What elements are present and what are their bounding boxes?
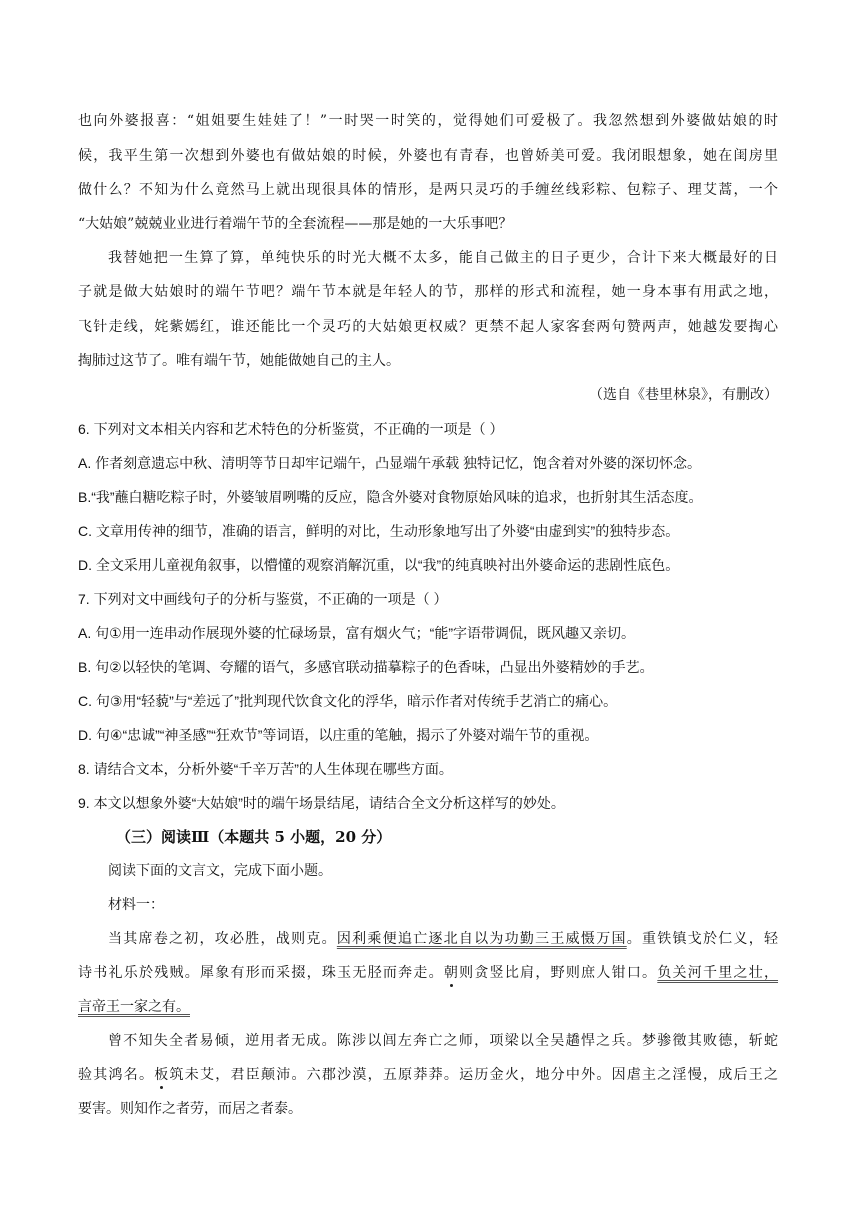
passage-p1-line2: 候，我平生第一次想到外婆也有做姑娘的时候，外婆也有青春，也曾娇美可爱。我闭眼想象，她在闺房里 [78, 148, 778, 164]
material2-line3: 要害。则知作之者劳，而居之者泰。 [78, 1101, 302, 1117]
m2-line2-rest: 筑未艾，君臣颠沛。六郡沙漠，五原莽莽。运历金火，地分中外。因虐主之淫慢，成后王之 [169, 1067, 779, 1083]
passage-source: （选自《巷里林泉》，有删改） [589, 387, 778, 403]
question-8: 8. 请结合文本，分析外婆“千辛万苦”的人生体现在哪些方面。 [78, 761, 453, 777]
underlined-sentence-2a: 负关河千里之壮， [657, 965, 779, 981]
material1-line1 [108, 929, 778, 949]
question-9: 9. 本文以想象外婆“大姑娘”时的端午场景结尾，请结合全文分析这样写的妙处。 [78, 795, 565, 811]
section-instruction: 阅读下面的文言文，完成下面小题。 [108, 863, 332, 879]
passage-p1-line3: 做什么？不知为什么竟然马上就出现很具体的情形，是两只灵巧的手缠丝线彩粽、包粽子、理艾蒿，一个 [78, 182, 778, 198]
passage-p2-line3: 飞针走线，姹紫嫣红，谁还能比一个灵巧的大姑娘更权威？更禁不起人家客套两句赞两声，她越发要掏心 [78, 319, 778, 335]
q6-option-c: C. 文章用传神的细节，准确的语言，鲜明的对比，生动形象地写出了外婆“由虚到实”的独特步态。 [78, 523, 680, 539]
m1-line1-part-b: 。重铁镇戈於仁义，轻 [626, 931, 779, 947]
underlined-sentence-1: 因利乘便追亡逐北自以为功勤三王威慑万国 [336, 931, 627, 947]
material2-line2 [78, 1065, 778, 1085]
q7-option-b: B. 句②以轻快的笔调、夸耀的语气，多感官联动描摹粽子的色香味，凸显出外婆精妙的手艺。 [78, 659, 654, 675]
q6-option-a: A. 作者刻意遗忘中秋、清明等节日却牢记端午，凸显端午承载 独特记忆，饱含着对外婆的深切怀念。 [78, 455, 702, 471]
question-7: 7. 下列对文中画线句子的分析与鉴赏，不正确的一项是（ ） [78, 591, 448, 607]
passage-p1-line1: 也向外婆报喜：“姐姐要生娃娃了！”一时哭一时笑的，觉得她们可爱极了。我忽然想到外婆做姑娘的时 [78, 113, 778, 129]
q6-option-d: D. 全文采用儿童视角叙事，以懵懂的观察消解沉重，以“我”的纯真映衬出外婆命运的悲剧性底色。 [78, 557, 680, 573]
material-label: 材料一： [108, 897, 164, 913]
passage-p2-line2: 子就是做大姑娘时的端午节吧？端午节本就是年轻人的节，那样的形式和流程，她一身本事有用武之地， [78, 284, 778, 300]
question-6: 6. 下列对文本相关内容和艺术特色的分析鉴赏，不正确的一项是（ ） [78, 421, 504, 437]
m2-line2-pre: 验其鸿名。 [78, 1067, 155, 1083]
passage-p2-line1: 我替她把一生算了算，单纯快乐的时光大概不太多，能自己做主的日子更少，合计下来大概最好的日 [108, 250, 778, 266]
material1-line3 [78, 997, 778, 1017]
material2-line1: 曾不知失全者易倾，逆用者无成。陈涉以闾左奔亡之师，项梁以全吴趫悍之兵。梦骖徵其败德，斩蛇 [108, 1033, 778, 1049]
m1-line2-part-b: 则贪竖比肩，野则庶人钳口。 [459, 965, 658, 981]
q7-option-a: A. 句①用一连串动作展现外婆的忙碌场景，富有烟火气；“能”字语带调侃，既风趣又亲切。 [78, 625, 635, 641]
underlined-sentence-2b: 言帝王一家之有。 [78, 999, 190, 1015]
q6-option-b: B.“我”蘸白糖吃粽子时，外婆皱眉咧嘴的反应，隐含外婆对食物原始风味的追求，也折射其生活态度。 [78, 489, 703, 505]
m1-line2-part-a: 诗书礼乐於残贼。犀象有形而采掇，珠玉无胫而奔走。 [78, 965, 444, 981]
emphasis-dot-char-2: 板 [154, 1067, 170, 1083]
section-heading: （三）阅读Ⅲ（本题共 5 小题，20 分） [116, 828, 392, 846]
q7-option-c: C. 句③用“轻藐”与“差远了”批判现代饮食文化的浮华，暗示作者对传统手艺消亡的痛心。 [78, 693, 618, 709]
q7-option-d: D. 句④“忠诚”“神圣感”“狂欢节”等词语，以庄重的笔触，揭示了外婆对端午节的重视。 [78, 727, 599, 743]
emphasis-dot-char: 朝 [443, 965, 460, 981]
m1-line1-part-a: 当其席卷之初，攻必胜，战则克。 [108, 931, 337, 947]
material1-line2 [78, 963, 778, 983]
passage-p2-line4: 掏肺过这节了。唯有端午节，她能做她自己的主人。 [78, 353, 400, 369]
passage-p1-line4: “大姑娘”兢兢业业进行着端午节的全套流程——那是她的一大乐事吧？ [78, 216, 513, 232]
